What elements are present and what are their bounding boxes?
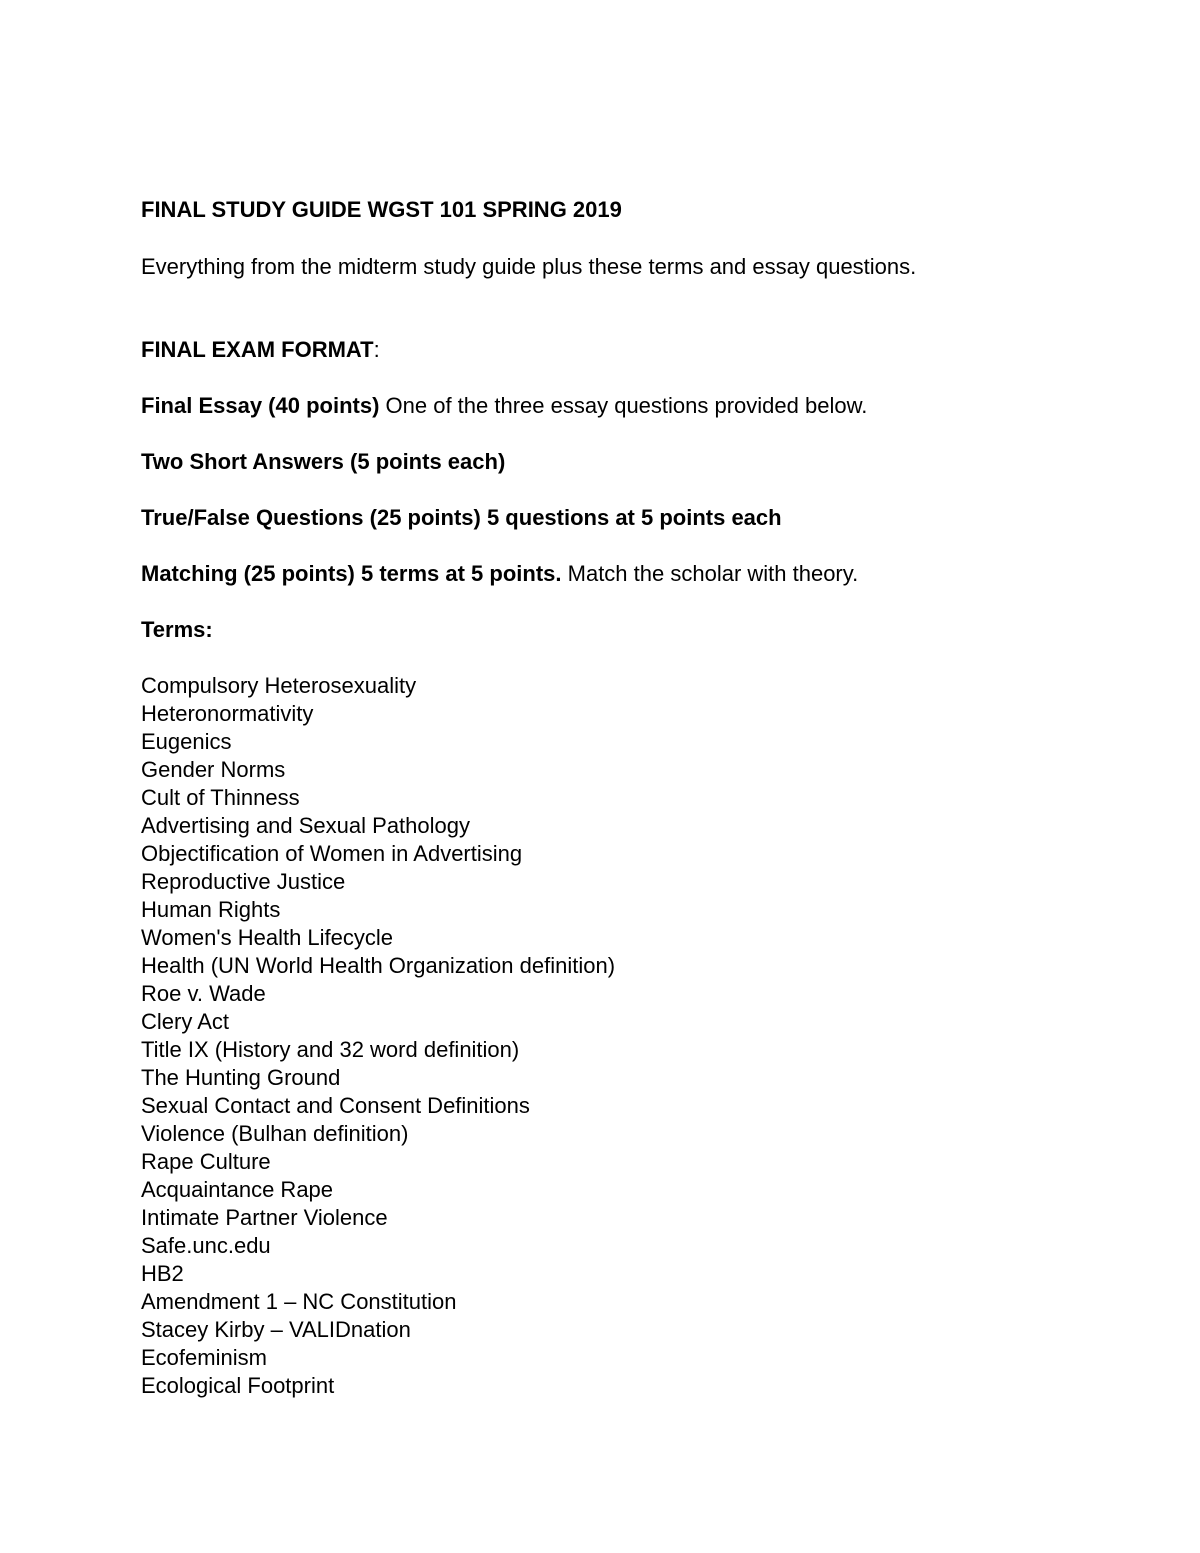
term-item: Health (UN World Health Organization definition) xyxy=(141,953,616,978)
term-item: Roe v. Wade xyxy=(141,981,266,1006)
term-item: Acquaintance Rape xyxy=(141,1177,334,1202)
format-item-bold: Two Short Answers (5 points each) xyxy=(141,449,506,474)
term-item: Title IX (History and 32 word definition) xyxy=(141,1037,520,1062)
format-item-true-false xyxy=(141,504,1141,532)
format-item-final-essay xyxy=(141,392,1141,420)
format-heading-colon: : xyxy=(373,337,380,362)
term-item: Safe.unc.edu xyxy=(141,1233,271,1258)
term-item: Stacey Kirby – VALIDnation xyxy=(141,1317,411,1342)
format-item-text: Match the scholar with theory. xyxy=(561,561,859,586)
format-item-bold: Final Essay (40 points) xyxy=(141,393,380,418)
format-item-text: One of the three essay questions provided below. xyxy=(379,393,868,418)
term-item: Violence (Bulhan definition) xyxy=(141,1121,409,1146)
document-title: FINAL STUDY GUIDE WGST 101 SPRING 2019 xyxy=(141,197,622,222)
document-page xyxy=(141,196,1141,1400)
term-item: Intimate Partner Violence xyxy=(141,1205,388,1230)
term-item: Reproductive Justice xyxy=(141,869,346,894)
term-item: Human Rights xyxy=(141,897,281,922)
term-item: Cult of Thinness xyxy=(141,785,300,810)
term-item: Amendment 1 – NC Constitution xyxy=(141,1289,457,1314)
term-item: Gender Norms xyxy=(141,757,286,782)
format-item-bold: True/False Questions (25 points) 5 questions at 5 points each xyxy=(141,505,782,530)
format-item-bold: Matching (25 points) 5 terms at 5 points. xyxy=(141,561,562,586)
term-item: Compulsory Heterosexuality xyxy=(141,673,417,698)
term-item: Ecofeminism xyxy=(141,1345,267,1370)
terms-heading: Terms: xyxy=(141,617,213,642)
term-item: Sexual Contact and Consent Definitions xyxy=(141,1093,530,1118)
term-item: Objectification of Women in Advertising xyxy=(141,841,523,866)
term-item: Advertising and Sexual Pathology xyxy=(141,813,470,838)
term-item: Women's Health Lifecycle xyxy=(141,925,394,950)
term-item: Clery Act xyxy=(141,1009,230,1034)
term-item: The Hunting Ground xyxy=(141,1065,341,1090)
format-item-short-answers xyxy=(141,448,1141,476)
format-heading: FINAL EXAM FORMAT xyxy=(141,337,374,362)
term-item: HB2 xyxy=(141,1261,184,1286)
format-item-matching xyxy=(141,560,1141,588)
terms-list xyxy=(141,672,1141,1400)
intro-text: Everything from the midterm study guide plus these terms and essay questions. xyxy=(141,254,917,279)
term-item: Ecological Footprint xyxy=(141,1373,335,1398)
term-item: Heteronormativity xyxy=(141,701,314,726)
term-item: Eugenics xyxy=(141,729,232,754)
format-heading-line xyxy=(141,336,1141,364)
term-item: Rape Culture xyxy=(141,1149,271,1174)
